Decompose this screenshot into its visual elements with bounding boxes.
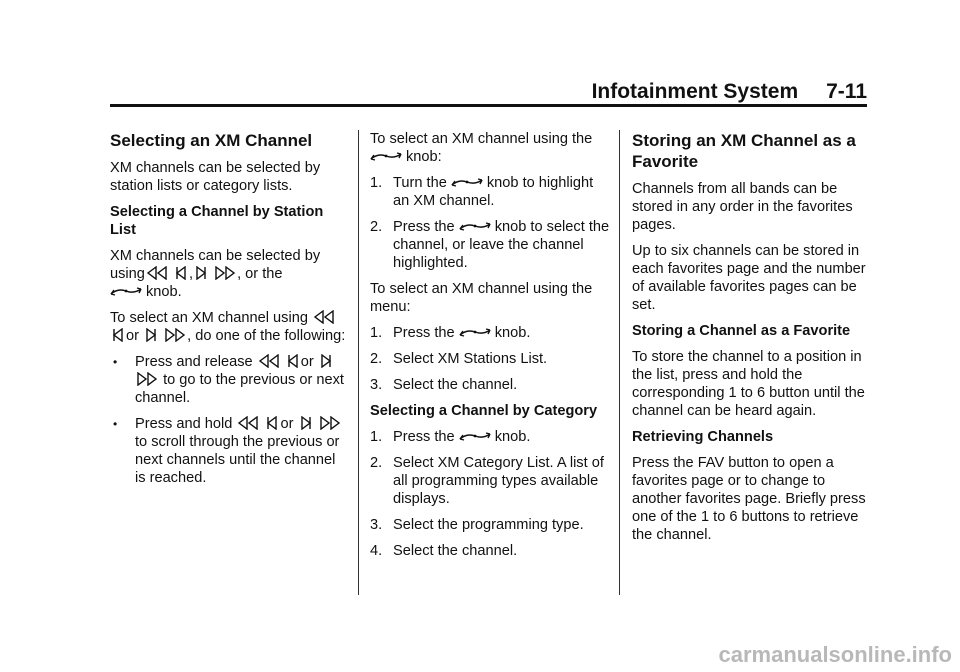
heading-selecting-xm-channel: Selecting an XM Channel <box>110 131 313 150</box>
station-list-paragraph: XM channels can be selected by using , , or the knob. <box>110 248 321 300</box>
list-item: • Press and release or to go to the previous or next channel. <box>110 353 348 407</box>
tune-forward-icon <box>320 354 332 368</box>
tune-back-icon <box>266 416 278 430</box>
intro-paragraph: XM channels can be selected by station lists or category lists. <box>110 160 321 194</box>
tune-forward-icon <box>300 416 312 430</box>
list-item: 3. Select the programming type. <box>370 517 584 533</box>
seek-back-icon <box>147 266 167 280</box>
seek-back-icon <box>259 354 279 368</box>
paragraph: Channels from all bands can be stored in any order in the favorites pages. <box>632 181 853 233</box>
list-item: 2. Select XM Category List. A list of all programming types available displays. <box>370 455 604 507</box>
bullet-dot: • <box>113 355 118 369</box>
section-title: Infotainment System <box>591 80 799 103</box>
column-divider-1 <box>358 130 359 595</box>
tune-knob-icon <box>451 177 483 187</box>
seek-forward-icon <box>165 328 185 342</box>
seek-forward-icon <box>215 266 235 280</box>
header-rule <box>110 104 867 107</box>
list-item: 1. Press the knob. <box>370 429 531 445</box>
page-header <box>0 80 867 104</box>
subheading-station-list: Selecting a Channel by Station List <box>110 204 324 238</box>
tune-back-icon <box>287 354 299 368</box>
column-3 <box>632 130 870 552</box>
heading-storing-favorite: Storing an XM Channel as a Favorite <box>632 131 856 171</box>
select-using-paragraph: To select an XM channel using or , do one of the following: <box>110 310 346 344</box>
list-item: 3. Select the channel. <box>370 377 518 393</box>
seek-back-icon <box>238 416 258 430</box>
column-1 <box>110 130 348 495</box>
tune-knob-icon <box>459 221 491 231</box>
select-menu-paragraph: To select an XM channel using the menu: <box>370 281 593 315</box>
watermark: carmanualsonline.info <box>718 642 952 667</box>
tune-knob-icon <box>110 286 142 296</box>
subheading-storing: Storing a Channel as a Favorite <box>632 323 851 339</box>
tune-knob-icon <box>459 431 491 441</box>
paragraph: To store the channel to a position in the list, press and hold the corresponding 1 to 6 button until the channel can be heard again. <box>632 349 865 419</box>
subheading-retrieving: Retrieving Channels <box>632 429 774 445</box>
select-knob-paragraph: To select an XM channel using the knob: <box>370 131 593 165</box>
paragraph: Press the FAV button to open a favorites page or to change to another favorites page. Briefly press one of the 1 to 6 buttons to retrieve the channel. <box>632 455 866 543</box>
tune-back-icon <box>175 266 187 280</box>
seek-forward-icon <box>320 416 340 430</box>
list-item: 2. Select XM Stations List. <box>370 351 548 367</box>
tune-back-icon <box>112 328 124 342</box>
list-item: 1. Turn the knob to highlight an XM channel. <box>370 175 594 209</box>
column-2 <box>370 130 610 568</box>
bullet-dot: • <box>113 417 118 431</box>
tune-knob-icon <box>459 327 491 337</box>
paragraph: Up to six channels can be stored in each favorites page and the number of available favorites pages can be set. <box>632 243 866 313</box>
list-item: 1. Press the knob. <box>370 325 531 341</box>
tune-forward-icon <box>195 266 207 280</box>
subheading-category: Selecting a Channel by Category <box>370 403 598 419</box>
seek-forward-icon <box>137 372 157 386</box>
column-divider-2 <box>619 130 620 595</box>
list-item: • Press and hold or to scroll through the previous or next channels until the channel is reached. <box>110 415 348 487</box>
list-item: 2. Press the knob to select the channel, or leave the channel highlighted. <box>370 219 610 271</box>
page-number: 7-11 <box>826 80 867 103</box>
seek-back-icon <box>314 310 334 324</box>
list-item: 4. Select the channel. <box>370 543 518 559</box>
tune-knob-icon <box>370 151 402 161</box>
tune-forward-icon <box>145 328 157 342</box>
